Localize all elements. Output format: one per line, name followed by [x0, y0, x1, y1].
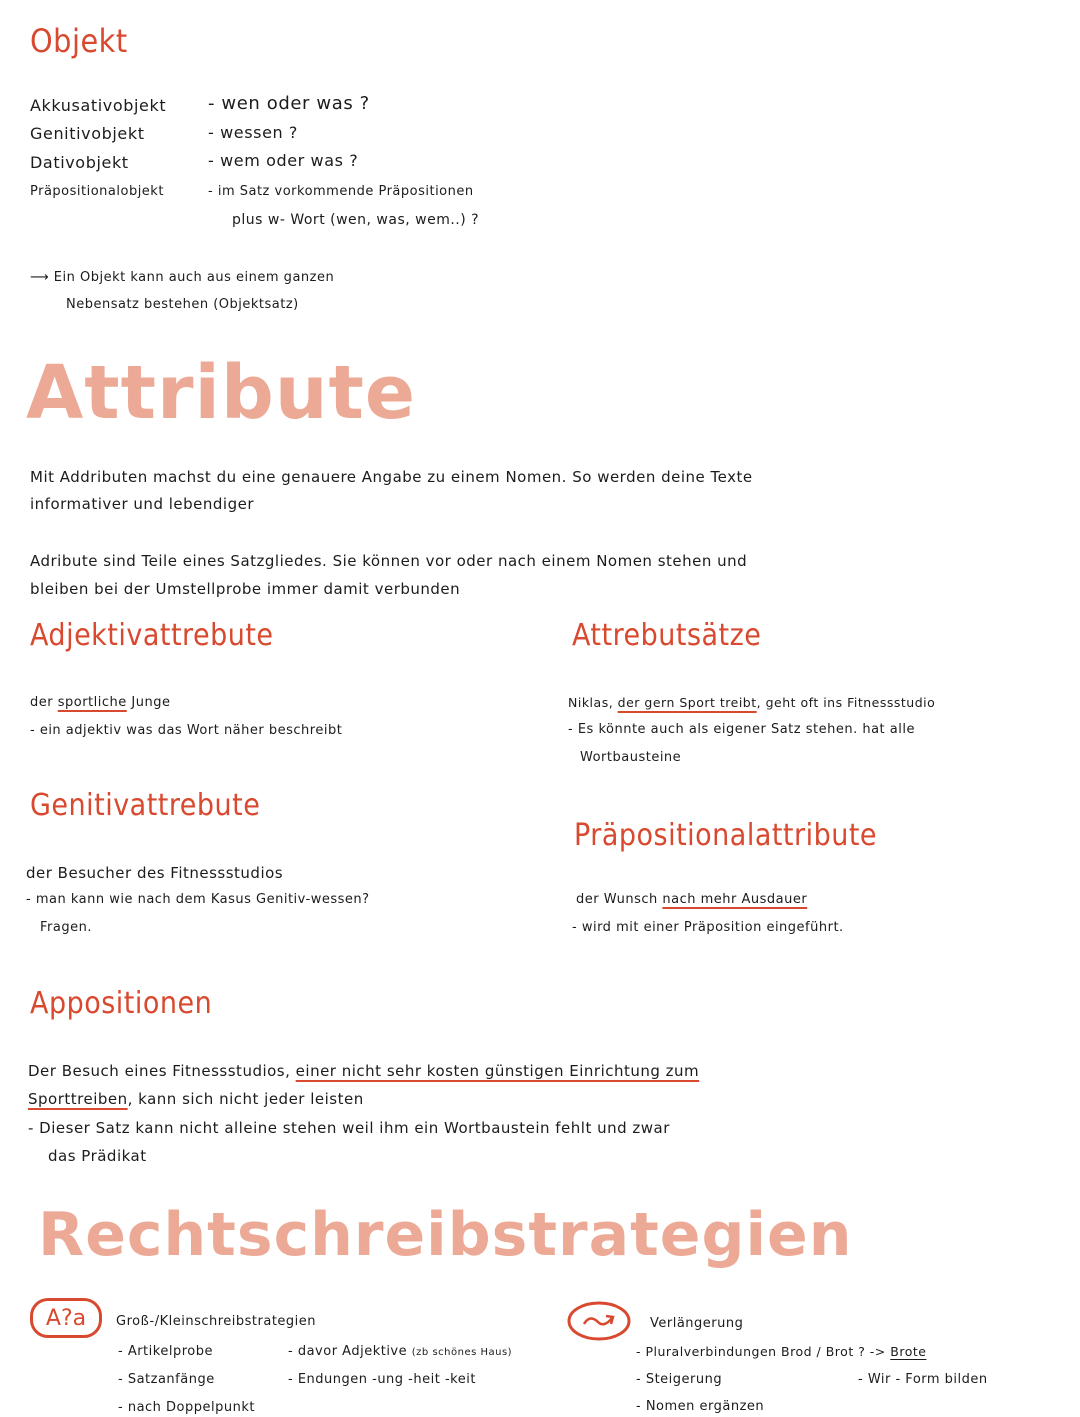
genitiv-example: der Besucher des Fitnessstudios: [26, 864, 284, 882]
attribute-title: Attribute: [26, 350, 417, 436]
verlaengerung-item-4: - Nomen ergänzen: [636, 1399, 765, 1414]
adjektivattribute-title: Adjektivattrebute: [30, 618, 274, 653]
praeposition-example: der Wunsch nach mehr Ausdauer: [576, 892, 808, 907]
verlaengerung-item-1: - Pluralverbindungen Brod / Brot ? -> Brote: [636, 1344, 927, 1359]
objekt-title: Objekt: [30, 22, 128, 60]
objekt-note-line2: Nebensatz bestehen (Objektsatz): [66, 297, 299, 312]
arrow-right-icon: ⟶: [30, 270, 50, 285]
appositionen-line2: Sporttreiben, kann sich nicht jeder leisten: [28, 1090, 364, 1108]
appositionen-line1: Der Besuch eines Fitnessstudios, einer nicht sehr kosten günstigen Einrichtung zum: [28, 1062, 700, 1080]
grossklein-item-1: - Artikelprobe: [118, 1344, 213, 1359]
grossklein-item-3: - nach Doppelpunkt: [118, 1400, 255, 1415]
objekt-term-dativ: Dativobjekt: [30, 153, 129, 172]
verlaengerung-item-3: - Wir - Form bilden: [858, 1372, 988, 1387]
grossklein-item-2: - Satzanfänge: [118, 1372, 215, 1387]
attribute-intro-line1: Mit Addributen machst du eine genauere Angabe zu einem Nomen. So werden deine Texte: [30, 468, 753, 486]
objekt-term-praeposition: Präpositionalobjekt: [30, 184, 164, 199]
attribute-def-line1: Adribute sind Teile eines Satzgliedes. Sie können vor oder nach einem Nomen stehen und: [30, 552, 748, 570]
genitivattribute-title: Genitivattrebute: [30, 788, 261, 823]
genitiv-explain1: - man kann wie nach dem Kasus Genitiv-wessen?: [26, 892, 370, 907]
praepositionalattribute-title: Präpositionalattribute: [574, 818, 878, 853]
rechtschreib-title: Rechtschreibstrategien: [38, 1200, 853, 1270]
grossklein-title: Groß-/Kleinschreibstrategien: [116, 1314, 317, 1329]
objekt-term-genitiv: Genitivobjekt: [30, 124, 145, 143]
appositionen-line4: das Prädikat: [48, 1147, 147, 1165]
arrow-loop-icon: [566, 1300, 632, 1342]
objekt-term-akkusativ: Akkusativobjekt: [30, 96, 167, 115]
verlaengerung-title: Verlängerung: [650, 1316, 744, 1331]
attribute-intro-line2: informativer und lebendiger: [30, 495, 254, 513]
adjektiv-explain: - ein adjektiv was das Wort näher beschreibt: [30, 723, 343, 738]
objekt-question-dativ: - wem oder was ?: [208, 151, 359, 170]
genitiv-explain2: Fragen.: [40, 920, 92, 935]
attributsaetze-title: Attrebutsätze: [572, 618, 762, 653]
grossklein-item-5: - Endungen -ung -heit -keit: [288, 1372, 476, 1387]
adjektiv-example: der sportliche Junge: [30, 695, 171, 710]
objekt-question-akkusativ: - wen oder was ?: [208, 93, 370, 114]
objekt-praeposition-line2: plus w- Wort (wen, was, wem..) ?: [232, 212, 480, 228]
verlaengerung-item-2: - Steigerung: [636, 1372, 723, 1387]
attributsaetze-explain2: Wortbausteine: [580, 750, 682, 765]
praeposition-explain: - wird mit einer Präposition eingeführt.: [572, 920, 844, 935]
attributsaetze-example: Niklas, der gern Sport treibt, geht oft ins Fitnessstudio: [568, 695, 936, 710]
attributsaetze-explain1: - Es könnte auch als eigener Satz stehen. hat alle: [568, 722, 915, 737]
grossklein-item-4: - davor Adjektive (zb schönes Haus): [288, 1344, 513, 1359]
appositionen-line3: - Dieser Satz kann nicht alleine stehen weil ihm ein Wortbaustein fehlt und zwar: [28, 1119, 670, 1137]
attribute-def-line2: bleiben bei der Umstellprobe immer damit verbunden: [30, 580, 461, 598]
objekt-question-genitiv: - wessen ?: [208, 123, 299, 142]
a-question-a-icon: A?a: [30, 1298, 102, 1338]
appositionen-title: Appositionen: [30, 986, 213, 1021]
objekt-question-praeposition: - im Satz vorkommende Präpositionen: [208, 184, 474, 199]
objekt-note-line1: ⟶ Ein Objekt kann auch aus einem ganzen: [30, 270, 335, 285]
